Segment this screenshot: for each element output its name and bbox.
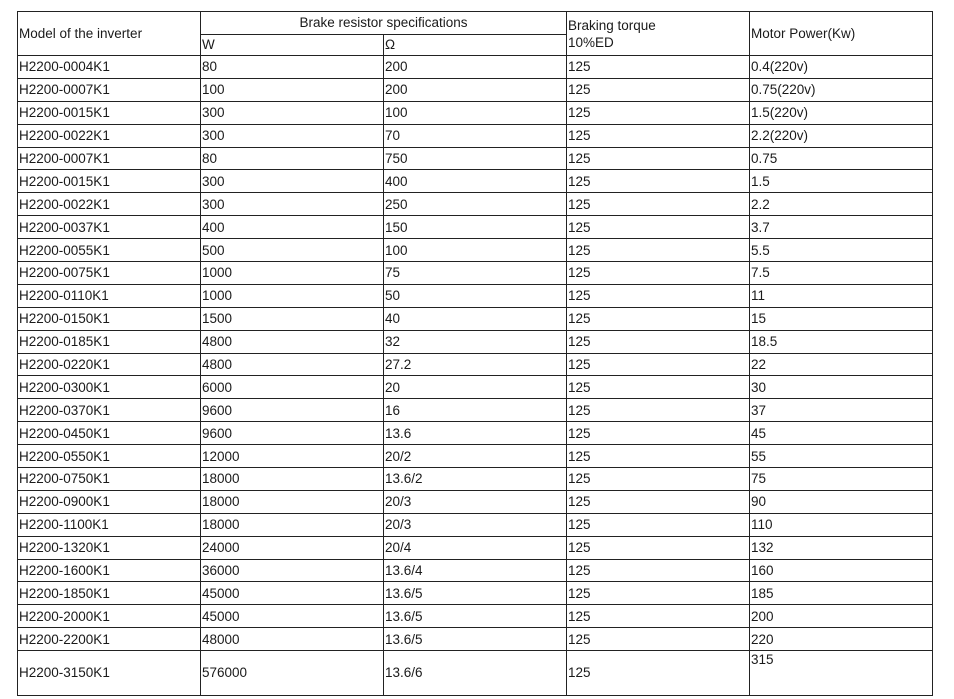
cell-torque: 125 [567, 262, 750, 285]
table-row [18, 170, 933, 193]
cell-power: 315 [750, 651, 933, 696]
cell-watts: 300 [201, 101, 384, 124]
cell-watts: 45000 [201, 582, 384, 605]
table-row [18, 468, 933, 491]
cell-ohms: 20/3 [384, 513, 567, 536]
cell-model: H2200-0055K1 [18, 239, 201, 262]
cell-torque: 125 [567, 559, 750, 582]
cell-torque: 125 [567, 445, 750, 468]
table-row [18, 422, 933, 445]
table-row [18, 490, 933, 513]
cell-power: 160 [750, 559, 933, 582]
cell-model: H2200-0370K1 [18, 399, 201, 422]
cell-torque: 125 [567, 330, 750, 353]
cell-torque: 125 [567, 582, 750, 605]
cell-power: 185 [750, 582, 933, 605]
table-row [18, 353, 933, 376]
cell-watts: 576000 [201, 651, 384, 696]
cell-power: 0.4(220v) [750, 56, 933, 79]
table-row [18, 330, 933, 353]
header-braking-torque [567, 12, 750, 56]
cell-watts: 6000 [201, 376, 384, 399]
table-row [18, 193, 933, 216]
cell-ohms: 27.2 [384, 353, 567, 376]
cell-watts: 18000 [201, 468, 384, 491]
cell-watts: 80 [201, 56, 384, 79]
cell-torque: 125 [567, 468, 750, 491]
cell-power: 1.5(220v) [750, 101, 933, 124]
cell-ohms: 20/3 [384, 490, 567, 513]
cell-power: 1.5 [750, 170, 933, 193]
cell-power: 0.75 [750, 147, 933, 170]
cell-model: H2200-0450K1 [18, 422, 201, 445]
cell-ohms: 13.6/2 [384, 468, 567, 491]
table-row [18, 147, 933, 170]
table-body [18, 12, 933, 696]
cell-watts: 45000 [201, 605, 384, 628]
cell-watts: 36000 [201, 559, 384, 582]
cell-power: 11 [750, 284, 933, 307]
table-row [18, 559, 933, 582]
cell-torque: 125 [567, 124, 750, 147]
cell-watts: 1500 [201, 307, 384, 330]
cell-model: H2200-2200K1 [18, 628, 201, 651]
cell-power: 110 [750, 513, 933, 536]
table-row [18, 536, 933, 559]
header-model: Model of the inverter [18, 12, 201, 56]
cell-ohms: 13.6 [384, 422, 567, 445]
cell-model: H2200-0750K1 [18, 468, 201, 491]
cell-watts: 12000 [201, 445, 384, 468]
table-row [18, 605, 933, 628]
cell-ohms: 32 [384, 330, 567, 353]
cell-ohms: 200 [384, 56, 567, 79]
cell-model: H2200-1850K1 [18, 582, 201, 605]
cell-ohms: 750 [384, 147, 567, 170]
table-row [18, 56, 933, 79]
cell-watts: 18000 [201, 490, 384, 513]
cell-model: H2200-1600K1 [18, 559, 201, 582]
cell-power: 45 [750, 422, 933, 445]
cell-ohms: 400 [384, 170, 567, 193]
cell-watts: 9600 [201, 422, 384, 445]
cell-model: H2200-0300K1 [18, 376, 201, 399]
cell-power: 55 [750, 445, 933, 468]
table-row [18, 399, 933, 422]
cell-torque: 125 [567, 239, 750, 262]
cell-ohms: 150 [384, 216, 567, 239]
table-row [18, 582, 933, 605]
cell-watts: 48000 [201, 628, 384, 651]
cell-ohms: 13.6/4 [384, 559, 567, 582]
cell-torque: 125 [567, 147, 750, 170]
table-row [18, 284, 933, 307]
cell-watts: 80 [201, 147, 384, 170]
cell-torque: 125 [567, 651, 750, 696]
cell-watts: 1000 [201, 262, 384, 285]
cell-power: 132 [750, 536, 933, 559]
cell-power: 22 [750, 353, 933, 376]
cell-ohms: 75 [384, 262, 567, 285]
cell-torque: 125 [567, 170, 750, 193]
cell-ohms: 13.6/5 [384, 605, 567, 628]
cell-torque: 125 [567, 490, 750, 513]
cell-ohms: 16 [384, 399, 567, 422]
cell-ohms: 13.6/5 [384, 582, 567, 605]
cell-model: H2200-0075K1 [18, 262, 201, 285]
cell-ohms: 50 [384, 284, 567, 307]
cell-torque: 125 [567, 399, 750, 422]
cell-power: 37 [750, 399, 933, 422]
cell-model: H2200-1100K1 [18, 513, 201, 536]
cell-model: H2200-0022K1 [18, 193, 201, 216]
cell-torque: 125 [567, 353, 750, 376]
cell-power: 3.7 [750, 216, 933, 239]
table-row [18, 445, 933, 468]
cell-power: 200 [750, 605, 933, 628]
cell-watts: 4800 [201, 330, 384, 353]
table-row [18, 78, 933, 101]
cell-model: H2200-0004K1 [18, 56, 201, 79]
cell-model: H2200-0015K1 [18, 101, 201, 124]
cell-ohms: 70 [384, 124, 567, 147]
table-row [18, 513, 933, 536]
cell-power: 7.5 [750, 262, 933, 285]
cell-model: H2200-0185K1 [18, 330, 201, 353]
header-watts: W [201, 35, 384, 56]
cell-model: H2200-1320K1 [18, 536, 201, 559]
cell-torque: 125 [567, 605, 750, 628]
cell-model: H2200-2000K1 [18, 605, 201, 628]
table-row [18, 376, 933, 399]
cell-ohms: 100 [384, 101, 567, 124]
header-row-1 [18, 12, 933, 35]
table-row [18, 101, 933, 124]
table-row [18, 651, 933, 696]
cell-power: 75 [750, 468, 933, 491]
cell-watts: 300 [201, 170, 384, 193]
cell-power: 220 [750, 628, 933, 651]
cell-torque: 125 [567, 216, 750, 239]
cell-torque: 125 [567, 376, 750, 399]
cell-watts: 300 [201, 124, 384, 147]
cell-watts: 500 [201, 239, 384, 262]
cell-power: 18.5 [750, 330, 933, 353]
header-brake-spec: Brake resistor specifications [201, 12, 567, 35]
cell-watts: 400 [201, 216, 384, 239]
cell-ohms: 100 [384, 239, 567, 262]
brake-resistor-table [17, 11, 933, 696]
cell-torque: 125 [567, 628, 750, 651]
cell-ohms: 200 [384, 78, 567, 101]
table-row [18, 124, 933, 147]
cell-watts: 1000 [201, 284, 384, 307]
cell-model: H2200-0550K1 [18, 445, 201, 468]
cell-model: H2200-0007K1 [18, 78, 201, 101]
cell-torque: 125 [567, 513, 750, 536]
cell-model: H2200-0022K1 [18, 124, 201, 147]
cell-watts: 9600 [201, 399, 384, 422]
cell-ohms: 20/4 [384, 536, 567, 559]
cell-model: H2200-3150K1 [18, 651, 201, 696]
cell-torque: 125 [567, 536, 750, 559]
cell-ohms: 20 [384, 376, 567, 399]
table-row [18, 628, 933, 651]
cell-power: 2.2(220v) [750, 124, 933, 147]
cell-watts: 18000 [201, 513, 384, 536]
header-motor-power: Motor Power(Kw) [750, 12, 933, 56]
table-row [18, 216, 933, 239]
cell-power: 15 [750, 307, 933, 330]
cell-ohms: 20/2 [384, 445, 567, 468]
cell-model: H2200-0900K1 [18, 490, 201, 513]
cell-ohms: 40 [384, 307, 567, 330]
cell-torque: 125 [567, 307, 750, 330]
header-braking-torque-line1: Braking torque [568, 17, 656, 33]
cell-model: H2200-0007K1 [18, 147, 201, 170]
cell-ohms: 13.6/6 [384, 651, 567, 696]
cell-power: 2.2 [750, 193, 933, 216]
header-ohms: Ω [384, 35, 567, 56]
cell-ohms: 250 [384, 193, 567, 216]
cell-model: H2200-0037K1 [18, 216, 201, 239]
header-braking-torque-line2: 10%ED [568, 34, 614, 50]
cell-ohms: 13.6/5 [384, 628, 567, 651]
cell-model: H2200-0150K1 [18, 307, 201, 330]
cell-model: H2200-0015K1 [18, 170, 201, 193]
table-row [18, 307, 933, 330]
table-row [18, 262, 933, 285]
cell-torque: 125 [567, 422, 750, 445]
cell-torque: 125 [567, 78, 750, 101]
cell-torque: 125 [567, 284, 750, 307]
cell-power: 5.5 [750, 239, 933, 262]
cell-torque: 125 [567, 193, 750, 216]
cell-watts: 300 [201, 193, 384, 216]
cell-watts: 100 [201, 78, 384, 101]
cell-torque: 125 [567, 101, 750, 124]
cell-power: 0.75(220v) [750, 78, 933, 101]
cell-model: H2200-0220K1 [18, 353, 201, 376]
cell-watts: 24000 [201, 536, 384, 559]
cell-watts: 4800 [201, 353, 384, 376]
cell-power: 30 [750, 376, 933, 399]
cell-torque: 125 [567, 56, 750, 79]
cell-power: 90 [750, 490, 933, 513]
cell-model: H2200-0110K1 [18, 284, 201, 307]
table-row [18, 239, 933, 262]
